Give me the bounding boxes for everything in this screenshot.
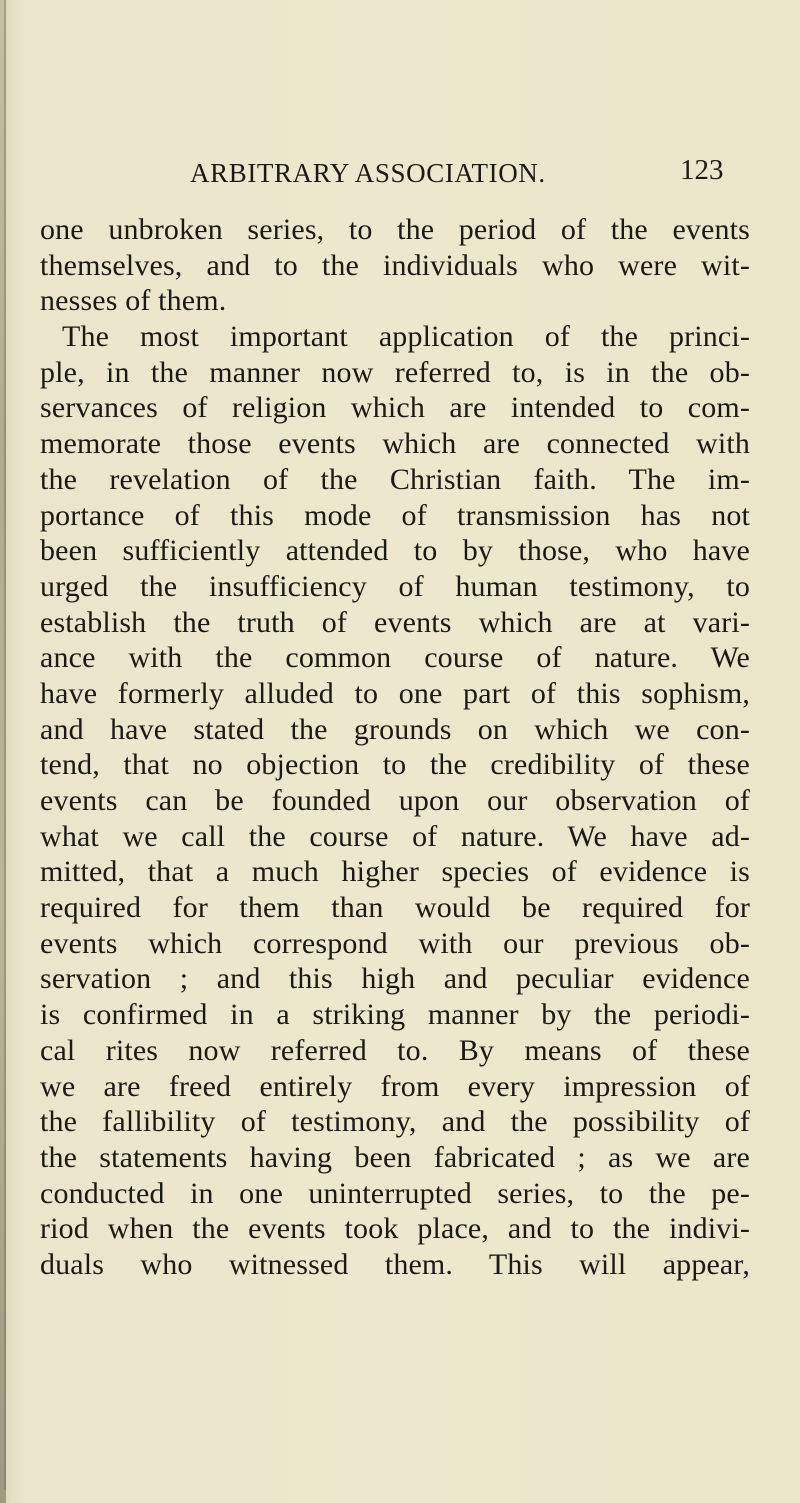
text-line: the statements having been fabricated ; as we are	[40, 1140, 750, 1174]
binding-gutter-line	[4, 0, 6, 1490]
text-line: ance with the common course of nature. We	[40, 641, 750, 675]
text-line: the fallibility of testimony, and the possibility of	[40, 1105, 750, 1139]
text-line: events which correspond with our previous ob-	[40, 926, 750, 960]
text-line: riod when the events took place, and to the indivi-	[40, 1212, 750, 1246]
text-line: mitted, that a much higher species of evidence is	[40, 855, 750, 889]
text-line: ple, in the manner now referred to, is in the ob-	[40, 355, 750, 389]
text-line: required for them than would be required for	[40, 891, 750, 925]
running-head: ARBITRARY ASSOCIATION.	[190, 158, 546, 188]
text-line: servation ; and this high and peculiar evidence	[40, 962, 750, 996]
page-number: 123	[680, 154, 724, 186]
text-line: nesses of them.	[40, 284, 227, 318]
text-line: have formerly alluded to one part of this sophism,	[40, 676, 750, 710]
text-line: duals who witnessed them. This will appear,	[40, 1247, 750, 1281]
text-line: themselves, and to the individuals who were wit-	[40, 248, 750, 282]
text-line: and have stated the grounds on which we con-	[40, 712, 750, 746]
text-line: events can be founded upon our observation of	[40, 784, 750, 817]
text-line: urged the insufficiency of human testimony, to	[40, 569, 750, 603]
text-line: servances of religion which are intended to com-	[40, 391, 750, 425]
text-line: establish the truth of events which are at vari-	[40, 605, 750, 639]
text-line: is confirmed in a striking manner by the periodi-	[40, 998, 750, 1032]
text-line: portance of this mode of transmission has not	[40, 498, 750, 532]
text-line: The most important application of the princi-	[62, 320, 750, 354]
text-line: been sufficiently attended to by those, who have	[40, 534, 750, 568]
text-line: memorate those events which are connected with	[40, 427, 750, 461]
body-text	[40, 212, 750, 1283]
text-line: conducted in one uninterrupted series, to the pe-	[40, 1176, 750, 1210]
text-line: one unbroken series, to the period of the events	[40, 213, 750, 246]
text-line: we are freed entirely from every impression of	[40, 1069, 750, 1103]
text-line: what we call the course of nature. We have ad-	[40, 819, 750, 853]
text-line: tend, that no objection to the credibility of these	[40, 748, 750, 782]
page-header	[0, 154, 800, 198]
text-line: the revelation of the Christian faith. The im-	[40, 462, 750, 496]
text-line: cal rites now referred to. By means of these	[40, 1033, 750, 1067]
